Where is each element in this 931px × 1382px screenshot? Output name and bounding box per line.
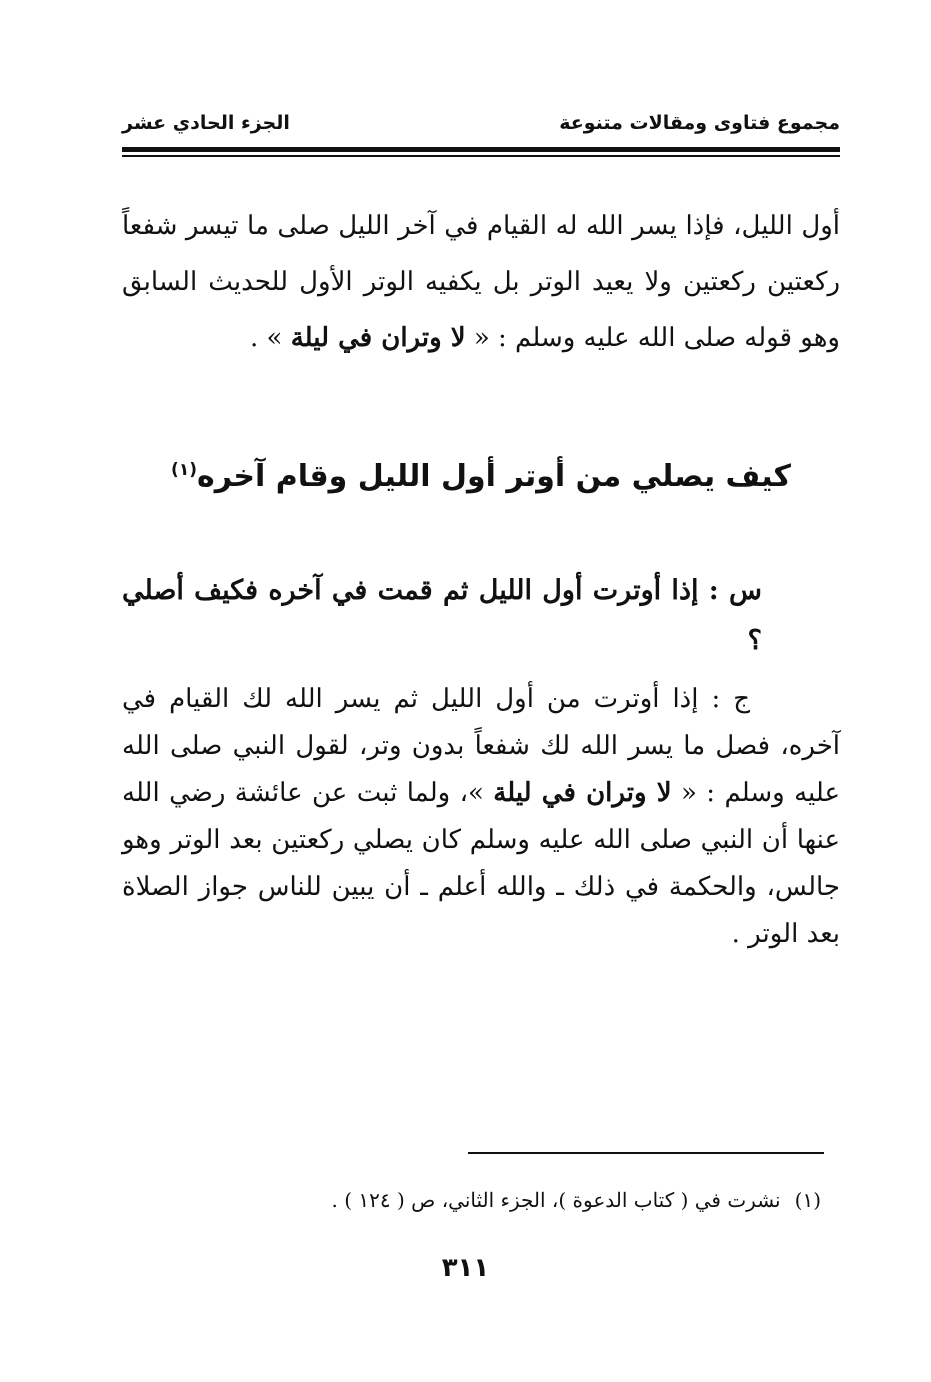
answer-text-2: »، ولما ثبت عن عائشة رضي الله عنها أن النبي صلى الله عليه وسلم كان يصلي ركعتين بعد الوتر وهو جالس، والحكمة في ذلك ـ والله أعلم ـ أن يبين للناس جواز الصلاة بعد الوتر . [122,778,840,949]
intro-hadith: لا وتران في ليلة [290,323,466,353]
running-header [122,112,840,144]
volume-label: الجزء الحادي عشر [122,112,290,134]
footnote-rule [468,1152,824,1154]
book-title: مجموع فتاوى ومقالات متنوعة [559,112,840,134]
intro-text: أول الليل، فإذا يسر الله له القيام في آخر الليل صلى ما تيسر شفعاً ركعتين ركعتين ولا يعيد الوتر بل يكفيه الوتر الأول للحديث السابق وهو قوله صلى الله عليه وسلم : « [122,211,840,353]
answer-text-1: ج : إذا أوترت من أول الليل ثم يسر الله لك القيام في آخره، فصل ما يسر الله لك شفعاً بدون وتر، لقول النبي صلى الله عليه وسلم : « [122,684,841,808]
header-rule-thick [122,147,840,152]
section-title-text: كيف يصلي من أوتر أول الليل وقام آخره [196,459,791,494]
answer-hadith: لا وتران في ليلة [493,778,672,808]
footnote-mark: (١) [794,1188,821,1212]
header-rule-thin [122,155,840,157]
footnote [332,1188,821,1212]
question-paragraph: س : إذا أوترت أول الليل ثم قمت في آخره فكيف أصلي ؟ [122,575,762,656]
footnote-reference: (١) [171,460,197,480]
page-number: ٣١١ [441,1253,490,1283]
intro-closing: » . [250,323,283,353]
footnote-text: نشرت في ( كتاب الدعوة )، الجزء الثاني، ص ( ١٢٤ ) . [331,1188,781,1212]
answer-paragraph [122,676,840,958]
section-title [122,445,840,502]
intro-paragraph [122,198,840,366]
